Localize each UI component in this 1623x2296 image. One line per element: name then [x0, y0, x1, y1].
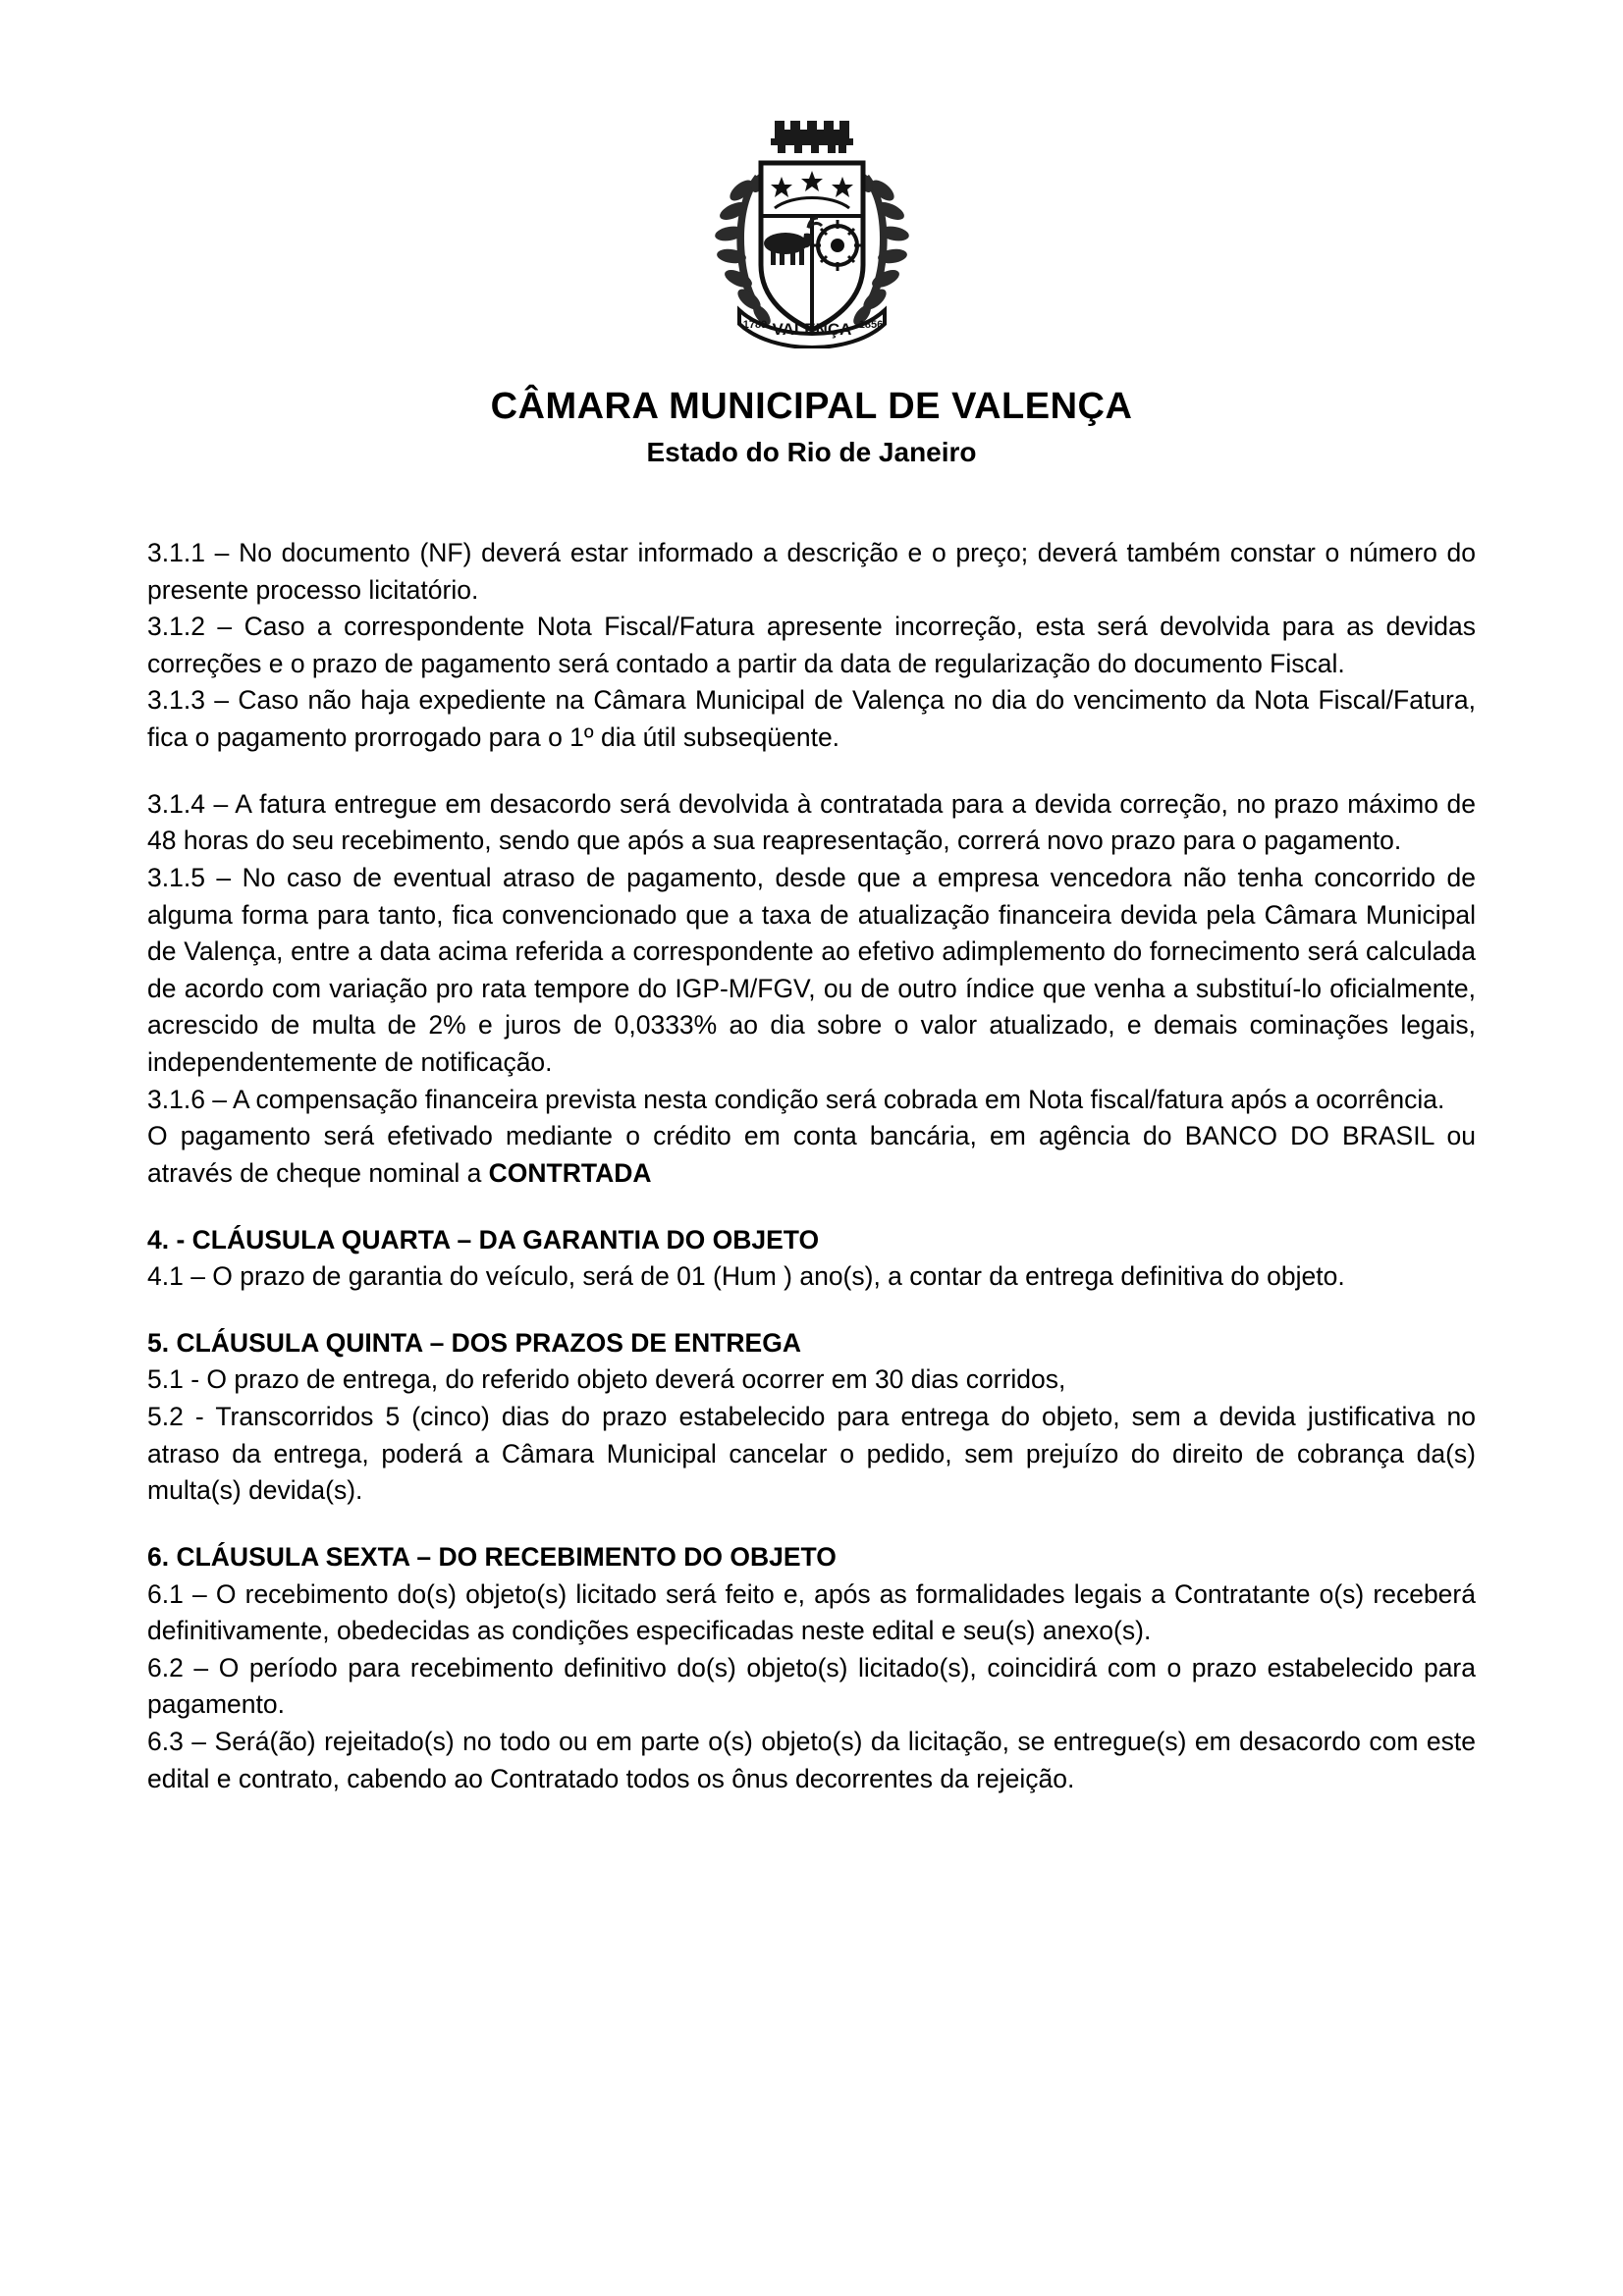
- paragraph-3-1-1: 3.1.1 – No documento (NF) deverá estar informado a descrição e o preço; deverá também constar o número do presente processo licitatório.: [147, 537, 1476, 605]
- paragraph-pagamento-text: O pagamento será efetivado mediante o crédito em conta bancária, em agência do BANCO DO BRASIL ou através de cheque nominal a: [147, 1121, 1476, 1188]
- paragraph-4-1: 4.1 – O prazo de garantia do veículo, será de 01 (Hum ) ano(s), a contar da entrega definitiva do objeto.: [147, 1261, 1345, 1292]
- crest-year-right: 1856: [858, 319, 883, 331]
- section-gap-6: [147, 1510, 1476, 1539]
- paragraph-6-2: 6.2 – O período para recebimento definitivo do(s) objeto(s) licitado(s), coincidirá com o prazo estabelecido para pagamento.: [147, 1652, 1476, 1720]
- crest-banner-text: VALENÇA: [772, 320, 851, 339]
- paragraph-pagamento: [147, 1118, 1476, 1192]
- paragraph-gap: [147, 757, 1476, 786]
- paragraph-5-2: 5.2 - Transcorridos 5 (cinco) dias do prazo estabelecido para entrega do objeto, sem a devida justificativa no atraso da entrega, poderá a Câmara Municipal cancelar o pedido, sem prejuízo do direito de cobrança da(s) multa(s) devida(s).: [147, 1402, 1476, 1506]
- coat-of-arms-icon: [684, 118, 940, 348]
- organization-subtitle: Estado do Rio de Janeiro: [646, 436, 977, 467]
- organization-title: CÂMARA MUNICIPAL DE VALENÇA: [490, 386, 1133, 427]
- paragraph-3-1-3: 3.1.3 – Caso não haja expediente na Câmara Municipal de Valença no dia do vencimento da Nota Fiscal/Fatura, fica o pagamento prorrogado para o 1º dia útil subseqüente.: [147, 685, 1476, 752]
- document-header: [0, 0, 1623, 468]
- document-body: [147, 468, 1476, 1797]
- heading-clausula-quinta: 5. CLÁUSULA QUINTA – DOS PRAZOS DE ENTREGA: [147, 1327, 801, 1358]
- paragraph-3-1-4: 3.1.4 – A fatura entregue em desacordo será devolvida à contratada para a devida correção, no prazo máximo de 48 horas do seu recebimento, sendo que após a sua reapresentação, correrá novo prazo para o pagamento.: [147, 788, 1476, 856]
- paragraph-6-3: 6.3 – Será(ão) rejeitado(s) no todo ou em parte o(s) objeto(s) da licitação, se entregue(s) em desacordo com este edital e contrato, cabendo ao Contratado todos os ônus decorrentes da rejeição.: [147, 1727, 1476, 1793]
- paragraph-6-1: 6.1 – O recebimento do(s) objeto(s) licitado será feito e, após as formalidades legais a Contratante o(s) receberá definitivamente, obedecidas as condições especificadas neste edital e seu(s) anexo(s).: [147, 1578, 1476, 1646]
- section-gap-5: [147, 1296, 1476, 1325]
- heading-clausula-sexta: 6. CLÁUSULA SEXTA – DO RECEBIMENTO DO OBJETO: [147, 1541, 837, 1572]
- heading-clausula-quarta: 4. - CLÁUSULA QUARTA – DA GARANTIA DO OBJETO: [147, 1224, 820, 1255]
- section-gap-4: [147, 1193, 1476, 1222]
- paragraph-5-1: 5.1 - O prazo de entrega, do referido objeto deverá ocorrer em 30 dias corridos,: [147, 1364, 1066, 1395]
- paragraph-3-1-5: 3.1.5 – No caso de eventual atraso de pagamento, desde que a empresa vencedora não tenha concorrido de alguma forma para tanto, fica convencionado que a taxa de atualização financeira devida pela Câmara Municipal de Valença, entre a data acima referida a correspondente ao efetivo adimplemento do fornecimento será calculada de acordo com variação pro rata tempore do IGP-M/FGV, ou de outro índice que venha a substituí-lo oficialmente, acrescido de multa de 2% e juros de 0,0333% ao dia sobre o valor atualizado, e demais cominações legais, independentemente de notificação.: [147, 862, 1476, 1077]
- paragraph-3-1-6: 3.1.6 – A compensação financeira prevista nesta condição será cobrada em Nota fiscal/fatura após a ocorrência.: [147, 1084, 1445, 1114]
- paragraph-3-1-2: 3.1.2 – Caso a correspondente Nota Fiscal/Fatura apresente incorreção, esta será devolvida para as devidas correções e o prazo de pagamento será contado a partir da data de regularização do documento Fiscal.: [147, 612, 1476, 678]
- contratada-emphasis: CONTRTADA: [488, 1157, 652, 1188]
- crest-year-left: 1789: [742, 319, 767, 331]
